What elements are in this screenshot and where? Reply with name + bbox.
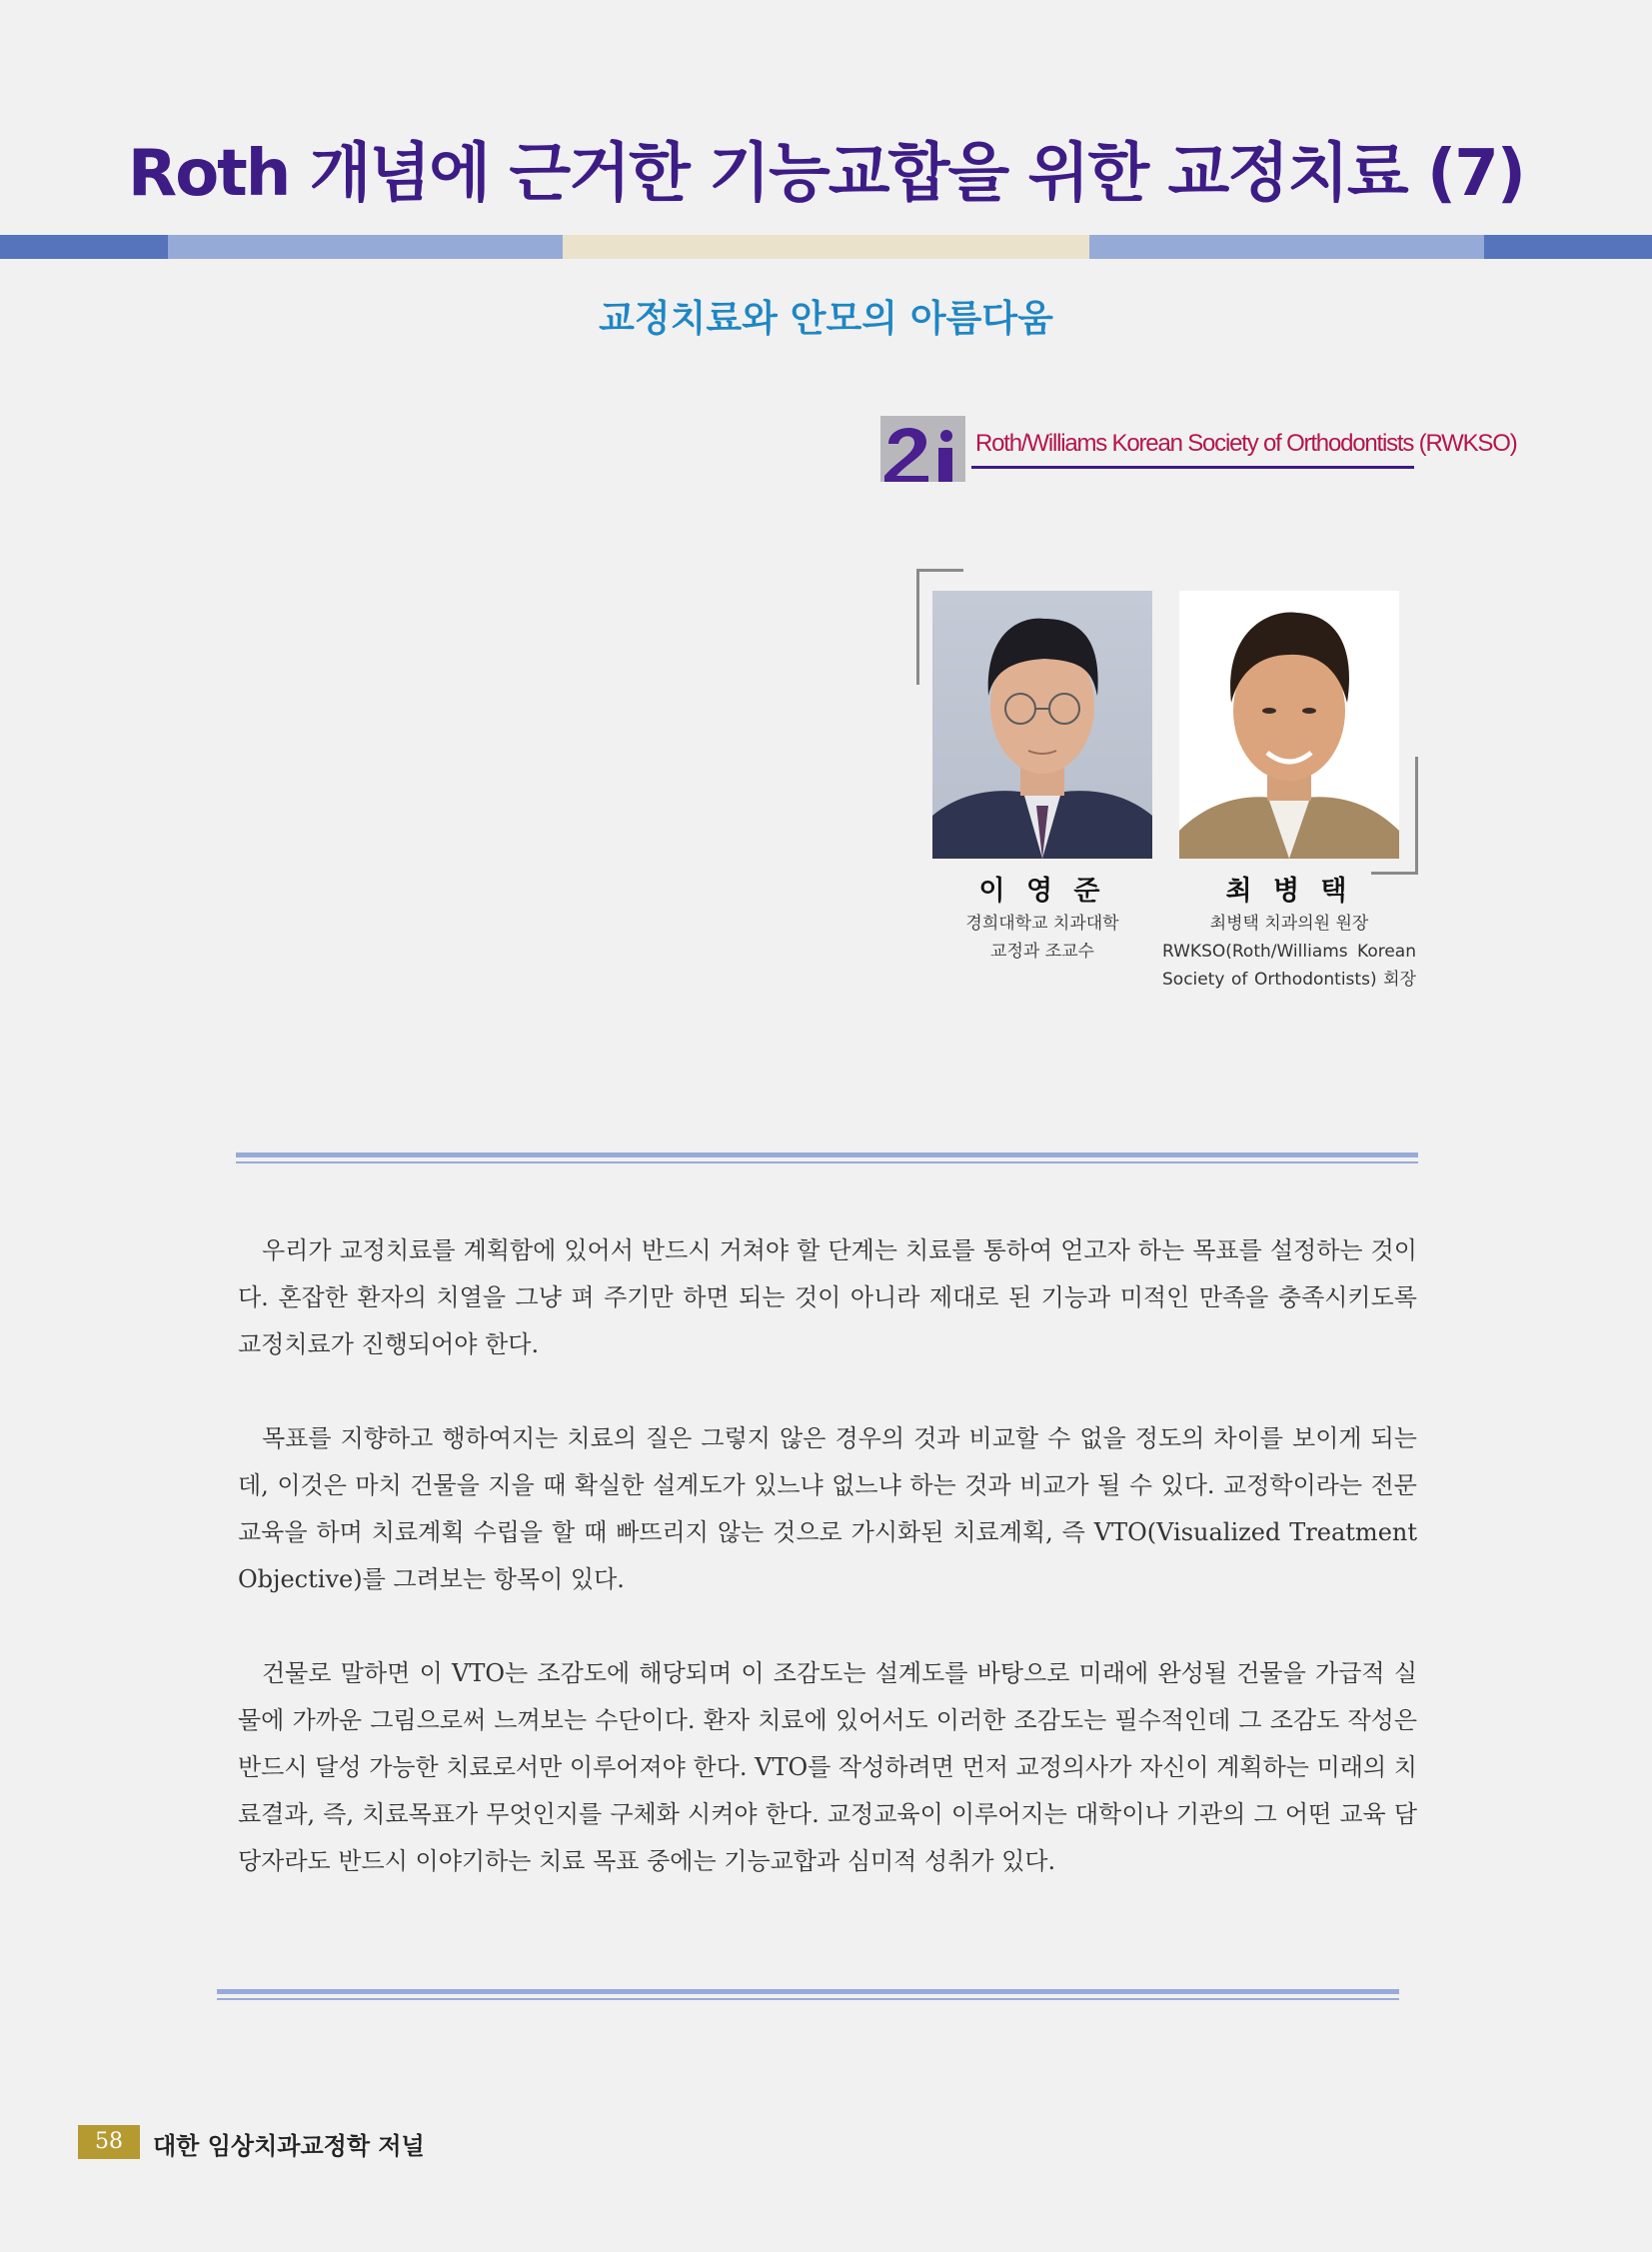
body-paragraph: 우리가 교정치료를 계획함에 있어서 반드시 거쳐야 할 단계는 치료를 통하여 얻고자 하는 목표를 설정하는 것이다. 혼잡한 환자의 치열을 그냥 펴 주기만 하면 되는 것이 아니라 제대로 된 기능과 미적인 만족을 충족시키도록 교정치료가 진행되어야 한다. [238, 1236, 1417, 1358]
photo-frame-corner [1415, 757, 1418, 875]
photo-frame-corner [916, 569, 963, 572]
author-affiliation [1162, 910, 1416, 994]
body-paragraph: 목표를 지향하고 행하여지는 치료의 질은 그렇지 않은 경우의 것과 비교할 수 없을 정도의 차이를 보이게 되는데, 이것은 마치 건물을 지을 때 확실한 설계도가 있느냐 없느냐 하는 것과 비교가 될 수 있다. 교정학이라는 전문교육을 하며 치료계획 수립을 할 때 빠뜨리지 않는 것으로 가시화된 치료계획, 즉 VTO(Visualized Treatment Objective)를 그려보는 항목이 있다. [238, 1424, 1417, 1593]
band-segment [1089, 235, 1484, 259]
band-segment [0, 235, 168, 259]
article-subtitle: 교정치료와 안모의 아름다움 [599, 297, 1053, 340]
affiliation-line: 경희대학교 치과대학 [965, 914, 1119, 934]
band-segment [168, 235, 563, 259]
author-affiliation [932, 910, 1152, 966]
divider-rule [236, 1161, 1418, 1163]
band-segment [1484, 235, 1652, 259]
affiliation-line: Society of Orthodontists) 회장 [1162, 970, 1416, 990]
author-name: 이 영 준 [978, 876, 1106, 907]
rwkso-logo-icon [880, 416, 965, 482]
page-number: 58 [78, 2125, 140, 2159]
logo-underline [971, 466, 1414, 469]
divider-rule [236, 1152, 1418, 1157]
author-photo [1179, 591, 1399, 859]
article-body [238, 1227, 1417, 1885]
photo-frame-corner [916, 569, 919, 685]
journal-name: 대한 임상치과교정학 저널 [153, 2132, 425, 2160]
divider-rule [217, 1989, 1399, 1994]
author-name: 최 병 택 [1225, 876, 1353, 907]
body-paragraph: 건물로 말하면 이 VTO는 조감도에 해당되며 이 조감도는 설계도를 바탕으로 미래에 완성될 건물을 가급적 실물에 가까운 그림으로써 느껴보는 수단이다. 환자 치료에 있어서도 이러한 조감도는 필수적인데 그 조감도 작성은 반드시 달성 가능한 치료로서만 이루어져야 한다. VTO를 작성하려면 먼저 교정의사가 자신이 계획하는 미래의 치료결과, 즉, 치료목표가 무엇인지를 구체화 시켜야 한다. 교정교육이 이루어지는 대학이나 기관의 그 어떤 교육 담당자라도 반드시 이야기하는 치료 목표 중에는 기능교합과 심미적 성취가 있다. [238, 1659, 1417, 1875]
affiliation-line: 교정과 조교수 [990, 942, 1094, 962]
band-segment [563, 235, 1089, 259]
article-title: Roth 개념에 근거한 기능교합을 위한 교정치료 (7) [127, 137, 1525, 211]
divider-rule [217, 1998, 1399, 2000]
author-photo [932, 591, 1152, 859]
rwkso-logo-text: Roth/Williams Korean Society of Orthodontists (RWKSO) [975, 430, 1517, 457]
affiliation-line: 최병택 치과의원 원장 [1209, 914, 1369, 934]
affiliation-line: RWKSO(Roth/Williams Korean [1162, 942, 1416, 962]
